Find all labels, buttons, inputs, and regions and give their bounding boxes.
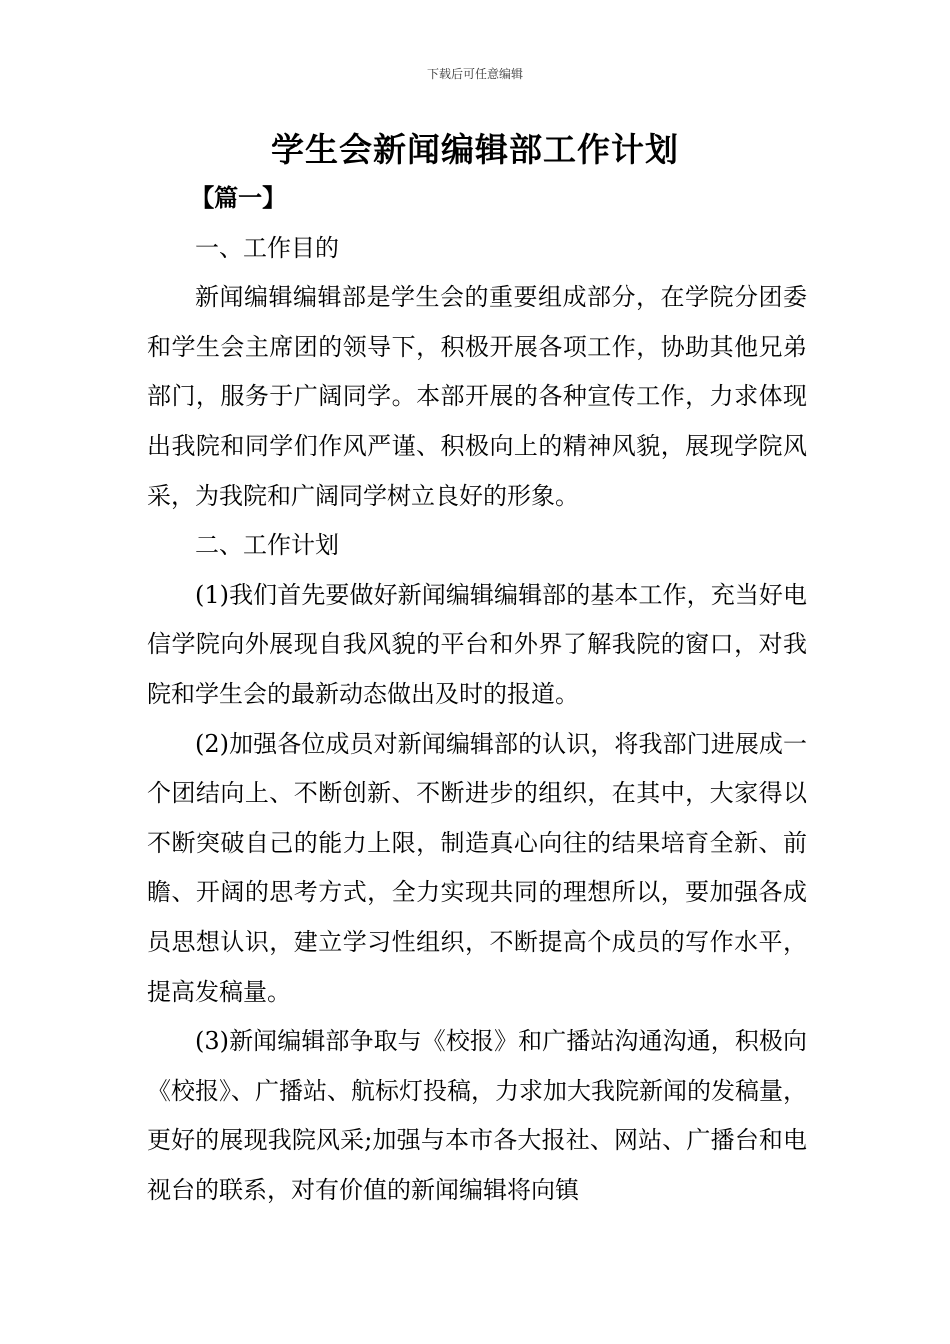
heading-work-purpose: 一、工作目的 <box>195 233 339 262</box>
header-note: 下载后可任意编辑 <box>426 67 523 81</box>
heading-work-plan: 二、工作计划 <box>195 531 339 560</box>
paragraph-plan-3: (3)新闻编辑部争取与《校报》和广播站沟通沟通，积极向《校报》、广播站、航标灯投稿，力求加大我院新闻的发稿量，更好的展现我院风采;加强与本市各大报社、网站、广播台和电视台的联系，对有价值的新闻编辑将向镇 <box>147 1027 807 1204</box>
section-mark: 【篇一】 <box>190 184 287 212</box>
paragraph-plan-2: (2)加强各位成员对新闻编辑部的认识，将我部门进展成一个团结向上、不断创新、不断进步的组织，在其中，大家得以不断突破自己的能力上限，制造真心向往的结果培育全新、前瞻、开阔的思考方式，全力实现共同的理想所以，要加强各成员思想认识，建立学习性组织，不断提高个成员的写作水平，提高发稿量。 <box>147 729 807 1006</box>
paragraph-purpose: 新闻编辑编辑部是学生会的重要组成部分，在学院分团委和学生会主席团的领导下，积极开展各项工作，协助其他兄弟部门，服务于广阔同学。本部开展的各种宣传工作，力求体现出我院和同学们作风严谨、积极向上的精神风貌，展现学院风采，为我院和广阔同学树立良好的形象。 <box>147 283 807 510</box>
document-title: 学生会新闻编辑部工作计划 <box>271 130 679 169</box>
document-body <box>147 174 807 1215</box>
paragraph-plan-1: (1)我们首先要做好新闻编辑编辑部的基本工作，充当好电信学院向外展现自我风貌的平台和外界了解我院的窗口，对我院和学生会的最新动态做出及时的报道。 <box>147 580 807 708</box>
